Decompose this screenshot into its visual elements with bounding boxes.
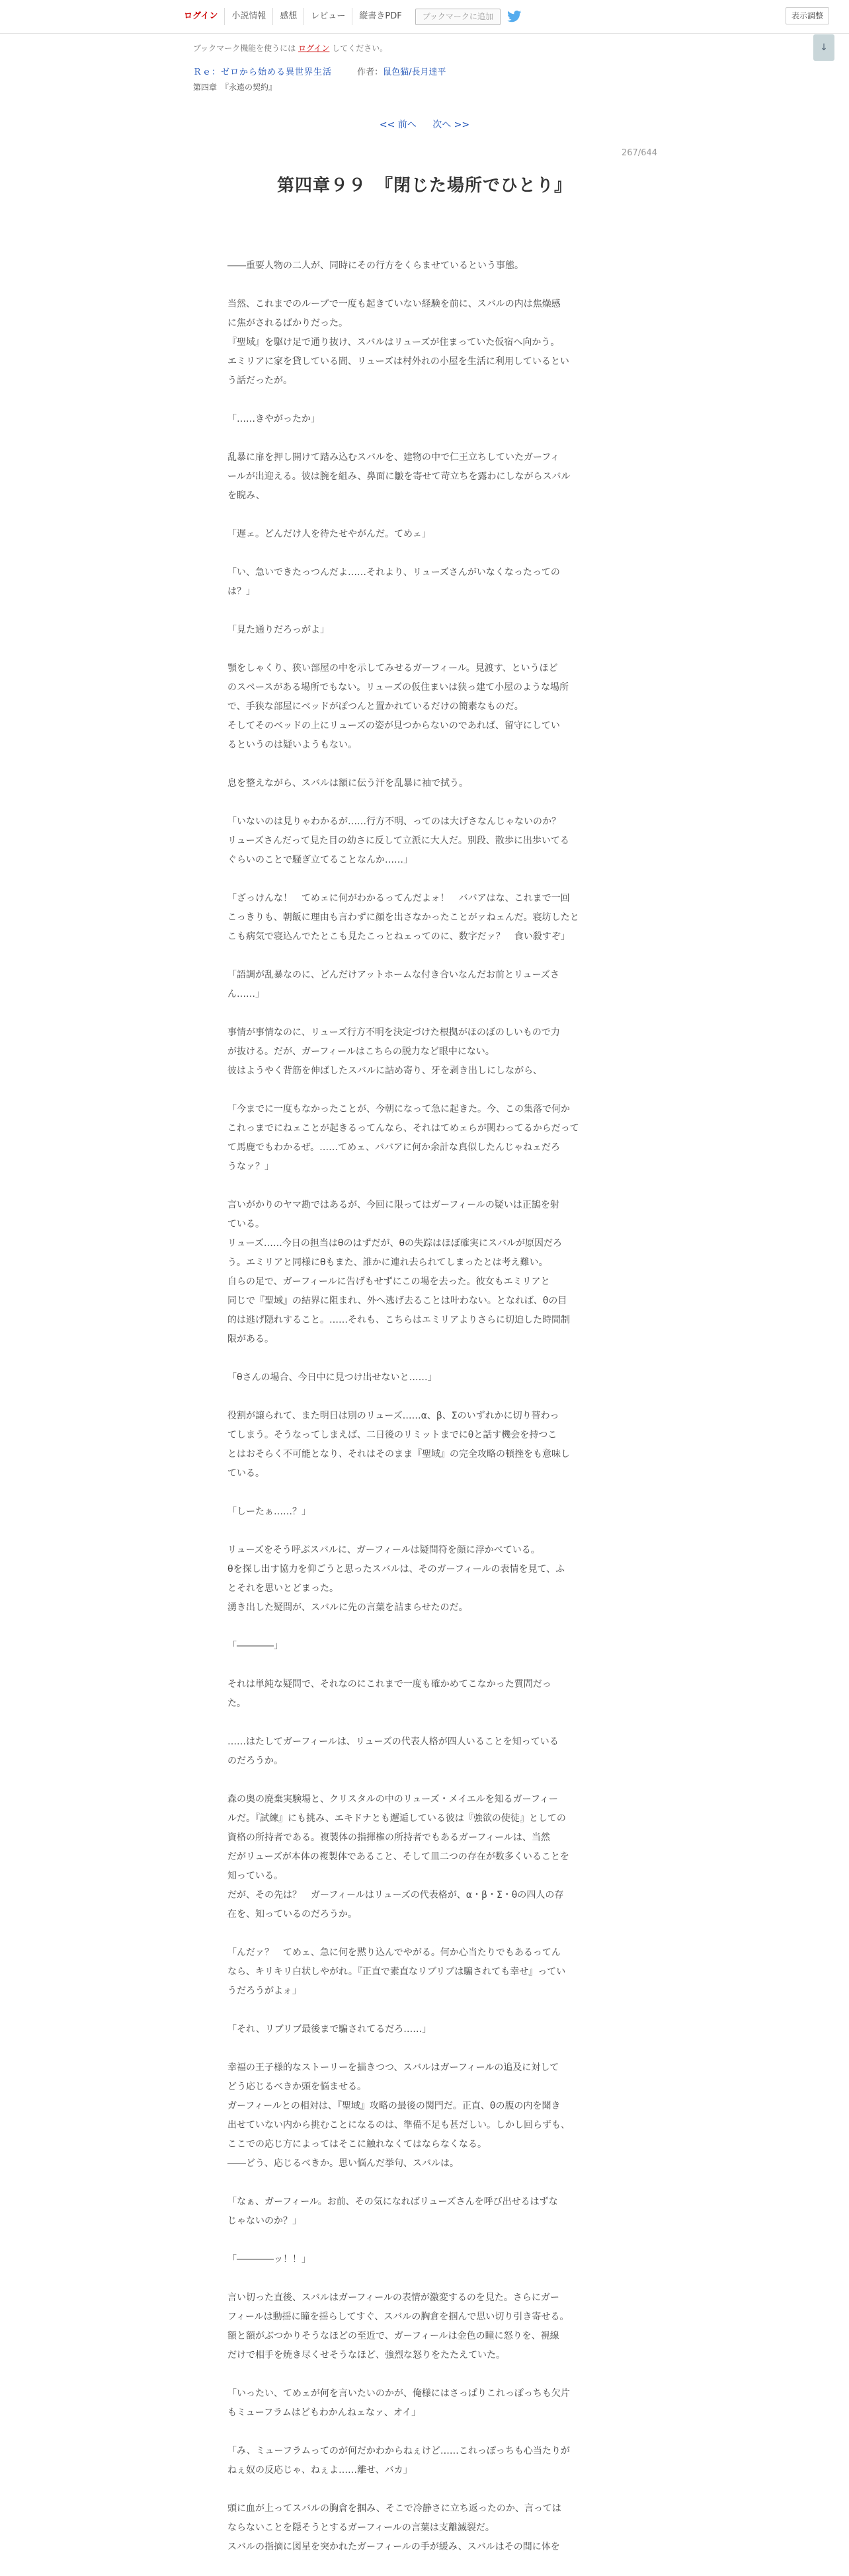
text-line: これっまでにねェことが起きるってんなら、それはてめェらが関わってるからだって: [227, 1123, 579, 1134]
text-line: て馬鹿でもわかるぜ。……てめェ、ババアに何か余計な真似したんじゃねェだろ: [227, 1142, 561, 1153]
text-line: ルだ。『試練』にも挑み、エキドナとも邂逅している彼は『強欲の使徒』としての: [227, 1813, 566, 1824]
text-line: は？」: [227, 586, 255, 597]
text-line: エミリアに家を貸している間、リューズは村外れの小屋を生活に利用しているとい: [227, 356, 569, 367]
text-line: が抜ける。だが、ガーフィールはこちらの脱力など眼中にない。: [227, 1046, 495, 1057]
text-line: どう応じるべきか頭を悩ませる。: [227, 2082, 366, 2092]
text-line: 言いがかりのヤマ勘ではあるが、今回に限ってはガーフィールの疑いは正鵠を射: [227, 1200, 559, 1210]
text-line: 乱暴に扉を押し開けて踏み込むスバルを、建物の中で仁王立ちしていたガーフィ: [227, 452, 560, 463]
paragraph: [227, 966, 622, 1004]
text-line: 息を整えながら、スバルは額に伝う汗を乱暴に袖で拭う。: [227, 778, 468, 789]
paragraph: [227, 1407, 622, 1483]
text-line: こっきりも、朝飯に理由も言わずに顔を出さなかったことがァねェんだ。寝坊したと: [227, 912, 579, 923]
nav-vertical-pdf[interactable]: 縦書きPDF: [352, 8, 408, 25]
text-line: 出せていない内から挑むことになるのは、準備不足も甚だしい。しかし回らずも、: [227, 2120, 570, 2130]
paragraph: [227, 295, 622, 391]
text-line: スバルの指摘に図星を突かれたガーフィールの手が緩み、スバルはその間に体を: [227, 2542, 560, 2552]
chapter-name: 第四章 『永遠の契約』: [193, 83, 277, 92]
paragraph: [227, 2288, 622, 2365]
text-line: じゃないのか？」: [227, 2216, 302, 2226]
text-line: るというのは疑いようもない。: [227, 740, 357, 750]
paragraph: [227, 1790, 622, 1924]
text-line: うだろうがよォ」: [227, 1986, 302, 1996]
text-line: 「い、急いできたっつんだよ……それより、リューズさんがいなくなったっての: [227, 567, 560, 578]
top-bar: [0, 0, 849, 34]
text-line: た。: [227, 1698, 246, 1709]
display-settings-button[interactable]: 表示調整: [786, 7, 829, 24]
text-line: 『聖域』を駆け足で通り抜け、スバルはリューズが住まっていた仮宿へ向かう。: [227, 337, 560, 348]
text-line: ――どう、応じるべきか。思い悩んだ挙句、スバルは。: [227, 2158, 459, 2169]
text-line: 「いったい、てめェが何を言いたいのかが、俺様にはさっぱりこれっぽっちも欠片: [227, 2388, 570, 2399]
paragraph: [227, 812, 622, 870]
text-line: とはおそらく不可能となり、それはそのまま『聖域』の完全攻略の頓挫をも意味し: [227, 1449, 570, 1460]
text-line: 知っている。: [227, 1871, 283, 1881]
paragraph: [227, 1675, 622, 1713]
paragraph: [227, 2020, 622, 2039]
text-line: 「それ、リブリブ最後まで騙されてるだろ……」: [227, 2024, 432, 2035]
paragraph: [227, 2250, 622, 2269]
text-line: 湧き出した疑問が、スバルに先の言葉を詰まらせたのだ。: [227, 1602, 468, 1613]
nav-impressions[interactable]: 感想: [272, 8, 303, 25]
paragraph: [227, 2384, 622, 2423]
paragraph: [227, 2442, 622, 2480]
chapter-title: 第四章９９ 『閉じた場所でひとり』: [276, 176, 572, 196]
text-line: 「ざっけんな！ てめェに何がわかるってんだよォ！ ババアはな、これまで一回: [227, 893, 570, 904]
text-line: とそれを思いとどまった。: [227, 1583, 339, 1594]
text-line: 「遅ェ。どんだけ人を待たせやがんだ。てめェ」: [227, 529, 431, 539]
text-line: 「今までに一度もなかったことが、今朝になって急に起きた。今、この集落で何か: [227, 1104, 570, 1114]
text-line: のだろうか。: [227, 1756, 283, 1766]
text-line: 森の奥の廃棄実験場と、クリスタルの中のリューズ・メイエルを知るガーフィー: [227, 1794, 558, 1805]
twitter-icon[interactable]: [507, 8, 524, 25]
text-line: 的は逃げ隠れすること。……それも、こちらはエミリアよりさらに切迫した時間制: [227, 1315, 570, 1325]
text-line: それは単純な疑問で、それなのにこれまで一度も確かめてこなかった質問だっ: [227, 1679, 551, 1690]
text-line: ガーフィールとの相対は、『聖域』攻略の最後の関門だ。正直、θの腹の内を聞き: [227, 2101, 561, 2111]
text-line: リューズさんだって見た目の幼さに反して立派に大人だ。別段、散歩に出歩いてる: [227, 836, 569, 846]
paragraph: [227, 2058, 622, 2173]
paragraph: [227, 525, 622, 544]
paragraph: [227, 621, 622, 640]
bookmark-login-link[interactable]: ログイン: [298, 44, 330, 53]
nav-novel-info[interactable]: 小説情報: [224, 8, 272, 25]
paragraph: [227, 1541, 622, 1618]
text-line: なら、キリキリ白状しやがれ。『正直で素直なリブリブは騙されても幸せ』ってい: [227, 1967, 566, 1977]
text-line: そしてそのベッドの上にリューズの姿が見つからないのであれば、留守にしてい: [227, 721, 560, 731]
text-line: リューズをそう呼ぶスバルに、ガーフィールは疑問符を顔に浮かべている。: [227, 1545, 540, 1555]
pager: [0, 118, 849, 131]
paragraph: [227, 1503, 622, 1522]
text-line: 「……きやがったか」: [227, 414, 320, 424]
text-line: フィールは動揺に瞳を揺らしてすぐ、スバルの胸倉を掴んで思い切り引き寄せる。: [227, 2312, 569, 2322]
scroll-down-button[interactable]: ↓: [813, 34, 834, 61]
paragraph: [227, 1368, 622, 1387]
text-line: てしまう。そうなってしまえば、二日後のリミットまでにθと話す機会を持つこ: [227, 1430, 557, 1440]
text-line: ねぇ奴の反応じゃ、ねぇよ……離せ、バカ」: [227, 2465, 413, 2476]
text-line: 「θさんの場合、今日中に見つけ出せないと……」: [227, 1372, 437, 1383]
text-line: 幸福の王子様的なストーリーを描きつつ、スバルはガーフィールの追及に対して: [227, 2062, 559, 2073]
novel-body: [227, 256, 622, 2576]
paragraph: [227, 2193, 622, 2231]
text-line: 顎をしゃくり、狭い部屋の中を示してみせるガーフィール。見渡す、というほど: [227, 663, 558, 674]
paragraph: [227, 1196, 622, 1349]
text-line: 限がある。: [227, 1334, 274, 1345]
author-label: 作者：: [357, 67, 384, 77]
paragraph: [227, 1637, 622, 1656]
text-line: に焦がされるばかりだった。: [227, 318, 348, 329]
text-line: うなァ？」: [227, 1161, 274, 1172]
text-line: ここでの応じ方によってはそこに触れなくてはならなくなる。: [227, 2139, 487, 2150]
text-line: 役割が譲られて、また明日は別のリューズ……α、β、Σのいずれかに切り替わっ: [227, 1411, 559, 1421]
text-line: 「み、ミューフラムってのが何だかわからねぇけど……これっぽっちも心当たりが: [227, 2446, 570, 2456]
text-line: 「語調が乱暴なのに、どんだけアットホームな付き合いなんだお前とリューズさ: [227, 970, 559, 980]
text-line: 在を、知っているのだろうか。: [227, 1909, 357, 1920]
text-line: 「しーたぁ……？」: [227, 1506, 311, 1517]
text-line: ん……」: [227, 989, 264, 999]
text-line: ている。: [227, 1468, 264, 1479]
text-line: θを探し出す協力を仰ごうと思ったスバルは、そのガーフィールの表情を見て、ふ: [227, 1564, 565, 1575]
text-line: ……はたしてガーフィールは、リューズの代表人格が四人いることを知っている: [227, 1737, 559, 1747]
author-link[interactable]: 鼠色猫/長月達平: [383, 67, 446, 77]
add-bookmark-button[interactable]: ブックマークに追加: [415, 9, 501, 25]
nav-login[interactable]: ログイン: [184, 11, 218, 21]
next-link[interactable]: 次へ >>: [432, 120, 470, 130]
text-line: ールが出迎える。彼は腕を組み、鼻面に皺を寄せて苛立ちを露わにしながらスバル: [227, 471, 571, 482]
text-line: 彼はようやく背筋を伸ばしたスバルに詰め寄り、牙を剥き出しにしながら、: [227, 1066, 542, 1076]
nav-review[interactable]: レビュー: [303, 8, 352, 25]
bookmark-note-prefix: ブックマーク機能を使うには: [193, 44, 296, 53]
text-line: う。エミリアと同様にθもまた、誰かに連れ去られてしまったとは考え難い。: [227, 1257, 548, 1268]
paragraph: [227, 410, 622, 429]
text-line: を睨み、: [227, 490, 265, 501]
text-line: だけで相手を焼き尽くせそうなほど、強烈な怒りをたたえていた。: [227, 2350, 505, 2361]
paragraph: [227, 1100, 622, 1177]
text-line: こも病気で寝込んでたとこも見たこっとねェってのに、数字だァ？ 食い殺すぞ」: [227, 931, 570, 942]
text-line: ている。: [227, 1219, 264, 1229]
text-line: 事情が事情なのに、リューズ行方不明を決定づけた根拠がほのぼのしいもので力: [227, 1027, 560, 1038]
text-line: 「なぁ、ガーフィール。お前、その気になればリューズさんを呼び出せるはずな: [227, 2197, 558, 2207]
text-line: 額と額がぶつかりそうなほどの至近で、ガーフィールは金色の瞳に怒りを、視線: [227, 2331, 559, 2341]
text-line: 当然、これまでのループで一度も起きていない経験を前に、スバルの内は焦燥感: [227, 299, 561, 309]
text-line: 言い切った直後、スバルはガーフィールの表情が激変するのを見た。さらにガー: [227, 2292, 559, 2303]
paragraph: [227, 889, 622, 947]
text-line: 同じで『聖域』の結界に阻まれ、外へ逃げ去ることは叶わない。となれば、θの目: [227, 1296, 567, 1306]
text-line: ならないことを隠そうとするガーフィールの言葉は支離滅裂だ。: [227, 2522, 495, 2533]
paragraph: [227, 1023, 622, 1081]
text-line: 「んだァ？ てめェ、急に何を黙り込んでやがる。何か心当たりでもあるってん: [227, 1947, 561, 1958]
paragraph: [227, 1733, 622, 1771]
text-line: ぐらいのことで騒ぎ立てることなんか……」: [227, 855, 413, 865]
paragraph: [227, 1943, 622, 2001]
text-line: で、手狭な部屋にベッドがぽつんと置かれているだけの簡素なものだ。: [227, 701, 524, 712]
text-line: だがリューズが本体の複製体であること、そして皿二つの存在が数多くいることを: [227, 1852, 569, 1862]
paragraph: [227, 774, 622, 793]
text-line: のスペースがある場所でもない。リューズの仮住まいは狭っ建て小屋のような場所: [227, 682, 569, 693]
paragraph: [227, 256, 622, 276]
text-line: 「――――ッ！！」: [227, 2254, 311, 2265]
bookmark-note: [193, 42, 387, 54]
bookmark-note-suffix: してください。: [332, 44, 388, 53]
text-line: う話だったが。: [227, 375, 292, 386]
main-nav: [180, 8, 524, 25]
novel-info: [193, 65, 446, 77]
novel-title-link[interactable]: Ｒｅ：ゼロから始める異世界生活: [193, 67, 333, 77]
paragraph: [227, 563, 622, 602]
text-line: リューズ……今日の担当はθのはずだが、θの失踪はほぼ確実にスバルが原因だろ: [227, 1238, 563, 1249]
paragraph: [227, 2499, 622, 2557]
text-line: 頭に血が上ってスバルの胸倉を掴み、そこで冷静さに立ち返ったのか、言っては: [227, 2503, 561, 2514]
text-line: 自らの足で、ガーフィールに告げもせずにこの場を去った。彼女もエミリアと: [227, 1276, 550, 1287]
episode-counter: 267/644: [622, 148, 658, 158]
text-line: 「いないのは見りゃわかるが……行方不明、ってのは大げさなんじゃないのか？: [227, 816, 561, 827]
text-line: だが、その先は？ ガーフィールはリューズの代表格が、α・β・Σ・θの四人の存: [227, 1890, 564, 1900]
text-line: ――重要人物の二人が、同時にその行方をくらませているという事態。: [227, 260, 524, 271]
text-line: 「見た通りだろっがよ」: [227, 625, 329, 635]
paragraph: [227, 659, 622, 755]
paragraph: [227, 448, 622, 506]
text-line: もミューフラムはどもわかんねェなァ、オイ」: [227, 2407, 421, 2418]
text-line: 「――――」: [227, 1641, 283, 1651]
prev-link[interactable]: << 前へ: [379, 120, 417, 130]
text-line: 資格の所持者である。複製体の指揮権の所持者でもあるガーフィールは、当然: [227, 1832, 550, 1843]
